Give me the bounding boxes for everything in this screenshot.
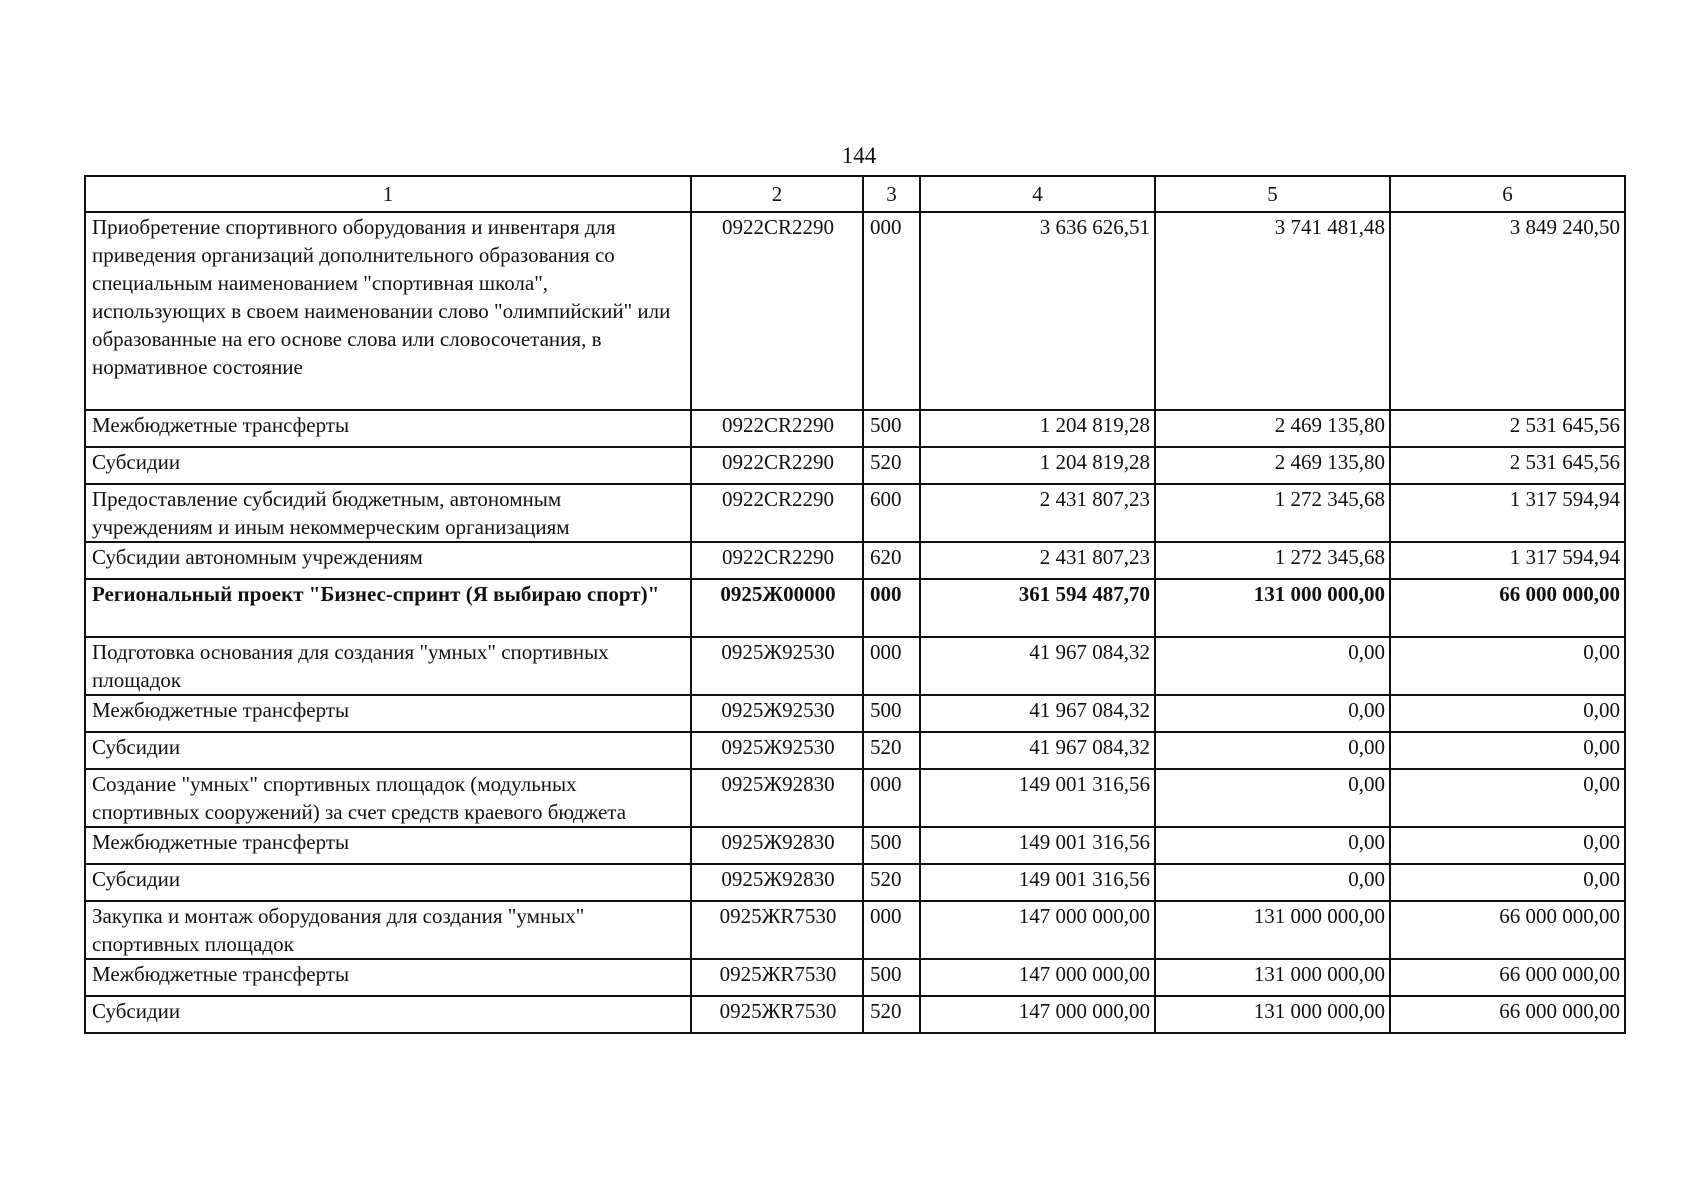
row-value-6: 1 317 594,94 (1390, 484, 1625, 542)
row-value-6: 2 531 645,56 (1390, 447, 1625, 484)
row-value-6: 66 000 000,00 (1390, 579, 1625, 637)
table-row (85, 864, 1625, 901)
row-value-4: 147 000 000,00 (920, 996, 1155, 1033)
row-kvr: 500 (863, 410, 920, 447)
row-value-5: 0,00 (1155, 695, 1390, 732)
table-row (85, 732, 1625, 769)
row-value-6: 66 000 000,00 (1390, 901, 1625, 959)
table-row (85, 901, 1625, 959)
row-kvr: 500 (863, 959, 920, 996)
row-code: 0925ЖR7530 (691, 959, 863, 996)
row-value-4: 41 967 084,32 (920, 695, 1155, 732)
row-kvr: 520 (863, 864, 920, 901)
row-code: 0925Ж92830 (691, 864, 863, 901)
row-value-6: 2 531 645,56 (1390, 410, 1625, 447)
row-name: Межбюджетные трансферты (85, 695, 691, 732)
row-name: Предоставление субсидий бюджетным, автономным учреждениям и иным некоммерческим организациям (85, 484, 691, 542)
row-value-6: 0,00 (1390, 695, 1625, 732)
row-kvr: 500 (863, 695, 920, 732)
row-kvr: 000 (863, 901, 920, 959)
row-value-5: 1 272 345,68 (1155, 542, 1390, 579)
row-code: 0922CR2290 (691, 410, 863, 447)
table-row (85, 637, 1625, 695)
row-value-4: 361 594 487,70 (920, 579, 1155, 637)
column-header: 6 (1390, 176, 1625, 212)
row-value-4: 149 001 316,56 (920, 827, 1155, 864)
table-row (85, 484, 1625, 542)
row-value-5: 3 741 481,48 (1155, 212, 1390, 410)
row-kvr: 000 (863, 769, 920, 827)
row-name: Межбюджетные трансферты (85, 827, 691, 864)
table-row (85, 212, 1625, 410)
row-value-4: 3 636 626,51 (920, 212, 1155, 410)
table-row-section (85, 579, 1625, 637)
row-value-5: 1 272 345,68 (1155, 484, 1390, 542)
row-kvr: 620 (863, 542, 920, 579)
row-name: Межбюджетные трансферты (85, 410, 691, 447)
row-kvr: 500 (863, 827, 920, 864)
row-kvr: 520 (863, 447, 920, 484)
column-header: 4 (920, 176, 1155, 212)
row-code: 0925Ж92530 (691, 695, 863, 732)
table-row (85, 827, 1625, 864)
row-code: 0925Ж00000 (691, 579, 863, 637)
row-value-6: 0,00 (1390, 637, 1625, 695)
row-value-6: 3 849 240,50 (1390, 212, 1625, 410)
row-value-5: 131 000 000,00 (1155, 901, 1390, 959)
row-value-4: 41 967 084,32 (920, 732, 1155, 769)
row-value-4: 147 000 000,00 (920, 959, 1155, 996)
row-kvr: 600 (863, 484, 920, 542)
table-row (85, 959, 1625, 996)
row-value-4: 2 431 807,23 (920, 542, 1155, 579)
table-row (85, 769, 1625, 827)
table-row (85, 410, 1625, 447)
row-value-6: 66 000 000,00 (1390, 959, 1625, 996)
row-value-6: 0,00 (1390, 769, 1625, 827)
row-value-5: 131 000 000,00 (1155, 959, 1390, 996)
row-code: 0925ЖR7530 (691, 996, 863, 1033)
row-kvr: 000 (863, 637, 920, 695)
row-name: Субсидии (85, 864, 691, 901)
row-value-5: 0,00 (1155, 769, 1390, 827)
row-value-4: 41 967 084,32 (920, 637, 1155, 695)
table-row (85, 695, 1625, 732)
row-code: 0925Ж92530 (691, 732, 863, 769)
row-value-4: 149 001 316,56 (920, 864, 1155, 901)
row-value-6: 0,00 (1390, 732, 1625, 769)
row-name: Субсидии (85, 732, 691, 769)
row-code: 0925ЖR7530 (691, 901, 863, 959)
row-code: 0925Ж92530 (691, 637, 863, 695)
row-code: 0922CR2290 (691, 212, 863, 410)
row-value-4: 147 000 000,00 (920, 901, 1155, 959)
row-name: Межбюджетные трансферты (85, 959, 691, 996)
row-name: Субсидии (85, 996, 691, 1033)
row-code: 0925Ж92830 (691, 827, 863, 864)
column-header: 2 (691, 176, 863, 212)
row-value-4: 149 001 316,56 (920, 769, 1155, 827)
row-value-6: 66 000 000,00 (1390, 996, 1625, 1033)
row-value-4: 1 204 819,28 (920, 410, 1155, 447)
row-name: Создание "умных" спортивных площадок (модульных спортивных сооружений) за счет средств краевого бюджета (85, 769, 691, 827)
column-header: 1 (85, 176, 691, 212)
row-value-4: 1 204 819,28 (920, 447, 1155, 484)
row-value-5: 131 000 000,00 (1155, 579, 1390, 637)
row-kvr: 000 (863, 579, 920, 637)
row-value-5: 131 000 000,00 (1155, 996, 1390, 1033)
row-code: 0922CR2290 (691, 542, 863, 579)
row-value-5: 0,00 (1155, 637, 1390, 695)
table-row (85, 447, 1625, 484)
table-row (85, 542, 1625, 579)
row-kvr: 000 (863, 212, 920, 410)
row-value-5: 0,00 (1155, 827, 1390, 864)
row-code: 0925Ж92830 (691, 769, 863, 827)
page-number: 144 (841, 143, 877, 168)
row-value-6: 0,00 (1390, 864, 1625, 901)
table-row (85, 996, 1625, 1033)
row-value-5: 0,00 (1155, 732, 1390, 769)
row-kvr: 520 (863, 732, 920, 769)
row-code: 0922CR2290 (691, 484, 863, 542)
column-header: 5 (1155, 176, 1390, 212)
row-value-5: 0,00 (1155, 864, 1390, 901)
row-value-4: 2 431 807,23 (920, 484, 1155, 542)
header-row (85, 176, 1625, 212)
budget-table (84, 175, 1626, 1034)
row-value-6: 0,00 (1390, 827, 1625, 864)
row-code: 0922CR2290 (691, 447, 863, 484)
row-name: Закупка и монтаж оборудования для создания "умных" спортивных площадок (85, 901, 691, 959)
row-name: Приобретение спортивного оборудования и инвентаря для приведения организаций дополнительного образования со специальным наименованием "спортивная школа", использующих в своем наименовании слово "олимпийский" или образованные на его основе слова или словосочетания, в нормативное состояние (85, 212, 691, 410)
row-name: Региональный проект "Бизнес-спринт (Я выбираю спорт)" (85, 579, 691, 637)
row-value-5: 2 469 135,80 (1155, 410, 1390, 447)
row-name: Субсидии автономным учреждениям (85, 542, 691, 579)
row-kvr: 520 (863, 996, 920, 1033)
row-name: Подготовка основания для создания "умных" спортивных площадок (85, 637, 691, 695)
row-name: Субсидии (85, 447, 691, 484)
row-value-6: 1 317 594,94 (1390, 542, 1625, 579)
row-value-5: 2 469 135,80 (1155, 447, 1390, 484)
column-header: 3 (863, 176, 920, 212)
